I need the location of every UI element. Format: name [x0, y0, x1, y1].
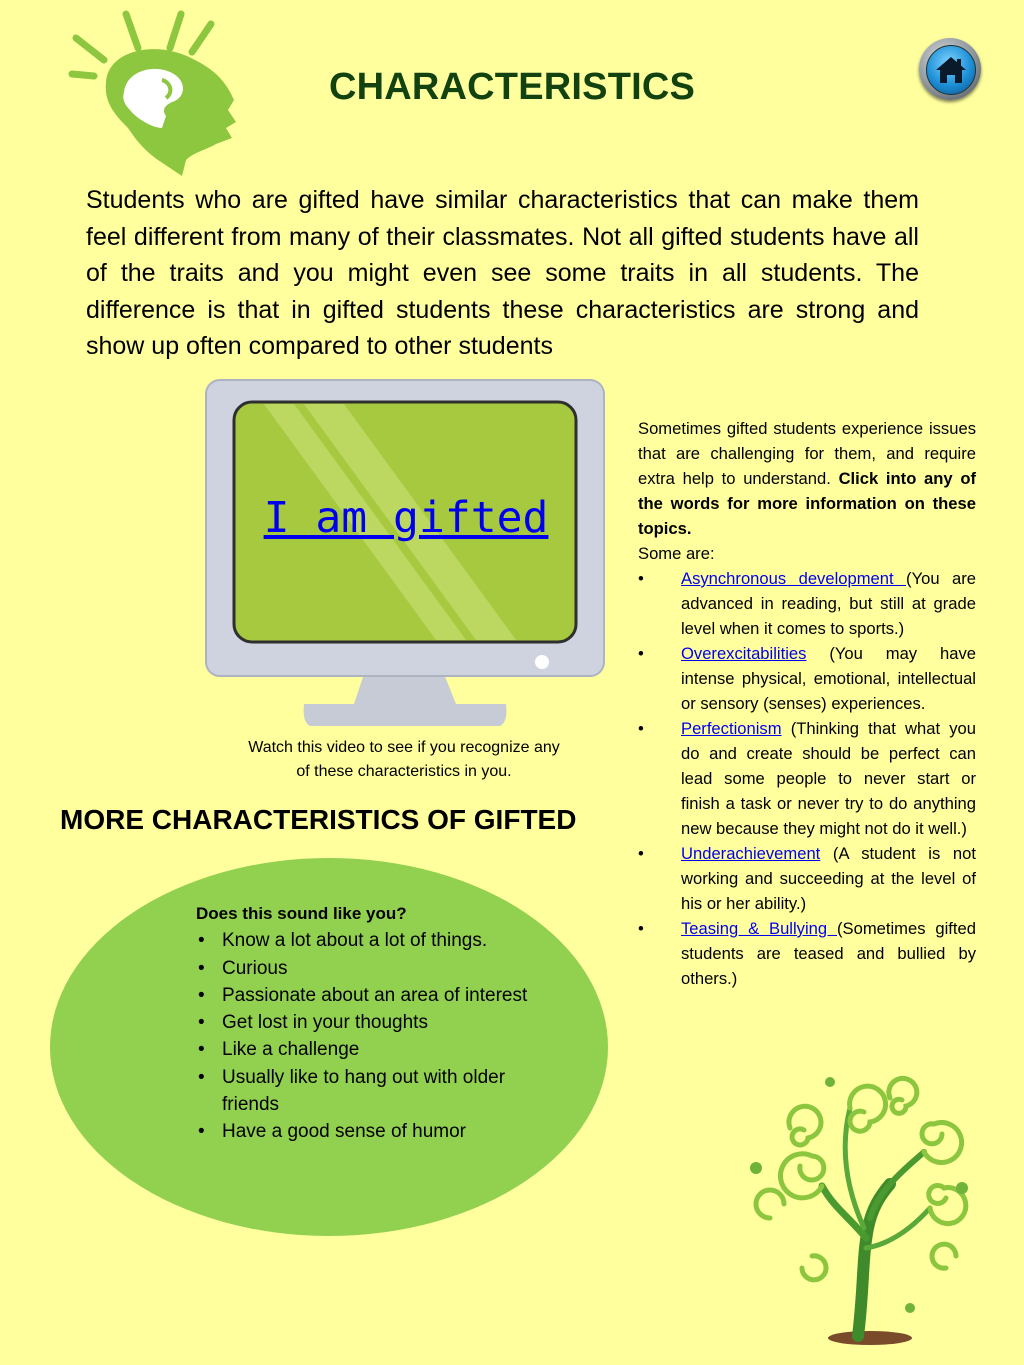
video-caption: [214, 736, 594, 784]
challenges-intro: [638, 416, 976, 541]
topic-link-underachievement[interactable]: Underachievement: [681, 844, 821, 863]
intro-paragraph: Students who are gifted have similar characteristics that can make them feel different from many of their classmates. Not all gifted students have all of the traits and you might even see some traits in all students. The difference is that in gifted students these characteristics are strong and show up often compared to other students: [86, 186, 919, 360]
home-button[interactable]: [919, 38, 981, 100]
topic-description: (Thinking that what you do and create should be perfect can lead some people to never start or finish a task or never try to do anything new because they might not do it well.): [681, 719, 976, 838]
list-item: • Passionate about an area of interest: [196, 982, 556, 1009]
page-title: CHARACTERISTICS: [328, 66, 696, 108]
list-item: [638, 716, 976, 841]
challenges-intro-text: Sometimes gifted students experience issues that are challenging for them, and require extra help to understand.: [638, 419, 976, 488]
monitor-illustration: [204, 378, 606, 728]
challenges-panel: [638, 416, 976, 991]
home-icon: [927, 46, 975, 94]
topic-description: (A student is not working and succeeding at the level of his or her ability.): [681, 844, 976, 913]
topic-link-teasing-bullying[interactable]: Teasing & Bullying: [681, 919, 837, 938]
characteristics-list: [196, 927, 556, 1145]
list-item: • Curious: [196, 955, 556, 982]
video-caption-line-1: Watch this video to see if you recognize any: [248, 739, 560, 756]
topic-description: (You may have intense physical, emotional, intellectual or sensory (senses) experiences.: [681, 644, 976, 713]
home-button-face: [926, 45, 976, 95]
video-link-i-am-gifted[interactable]: I am gifted: [263, 493, 549, 543]
list-item: [638, 841, 976, 916]
list-item: • Know a lot about a lot of things.: [196, 927, 556, 954]
topic-description: (Sometimes gifted students are teased and bullied by others.): [681, 919, 976, 988]
list-item: [638, 916, 976, 991]
characteristics-list-box: [196, 900, 556, 1146]
swirl-tree-illustration: [730, 1068, 980, 1348]
list-item: • Get lost in your thoughts: [196, 1009, 556, 1036]
more-characteristics-heading: MORE CHARACTERISTICS OF GIFTED: [60, 804, 577, 835]
question-label: Does this sound like you?: [196, 904, 407, 923]
list-item: • Usually like to hang out with older friends: [196, 1064, 556, 1119]
topic-link-perfectionism[interactable]: Perfectionism: [681, 719, 782, 738]
list-item: [638, 641, 976, 716]
topic-description: (You are advanced in reading, but still at grade level when it comes to sports.): [681, 569, 976, 638]
topic-link-asynchronous-development[interactable]: Asynchronous development: [681, 569, 907, 588]
challenges-instruction: Click into any of the words for more information on these topics.: [638, 469, 976, 538]
topic-link-overexcitabilities[interactable]: Overexcitabilities: [681, 644, 807, 663]
video-caption-line-2: of these characteristics in you.: [296, 763, 512, 780]
list-item: • Have a good sense of humor: [196, 1118, 556, 1145]
list-item: • Like a challenge: [196, 1036, 556, 1063]
some-are-label: Some are:: [638, 544, 715, 563]
list-item: [638, 566, 976, 641]
topics-list: [638, 566, 976, 991]
